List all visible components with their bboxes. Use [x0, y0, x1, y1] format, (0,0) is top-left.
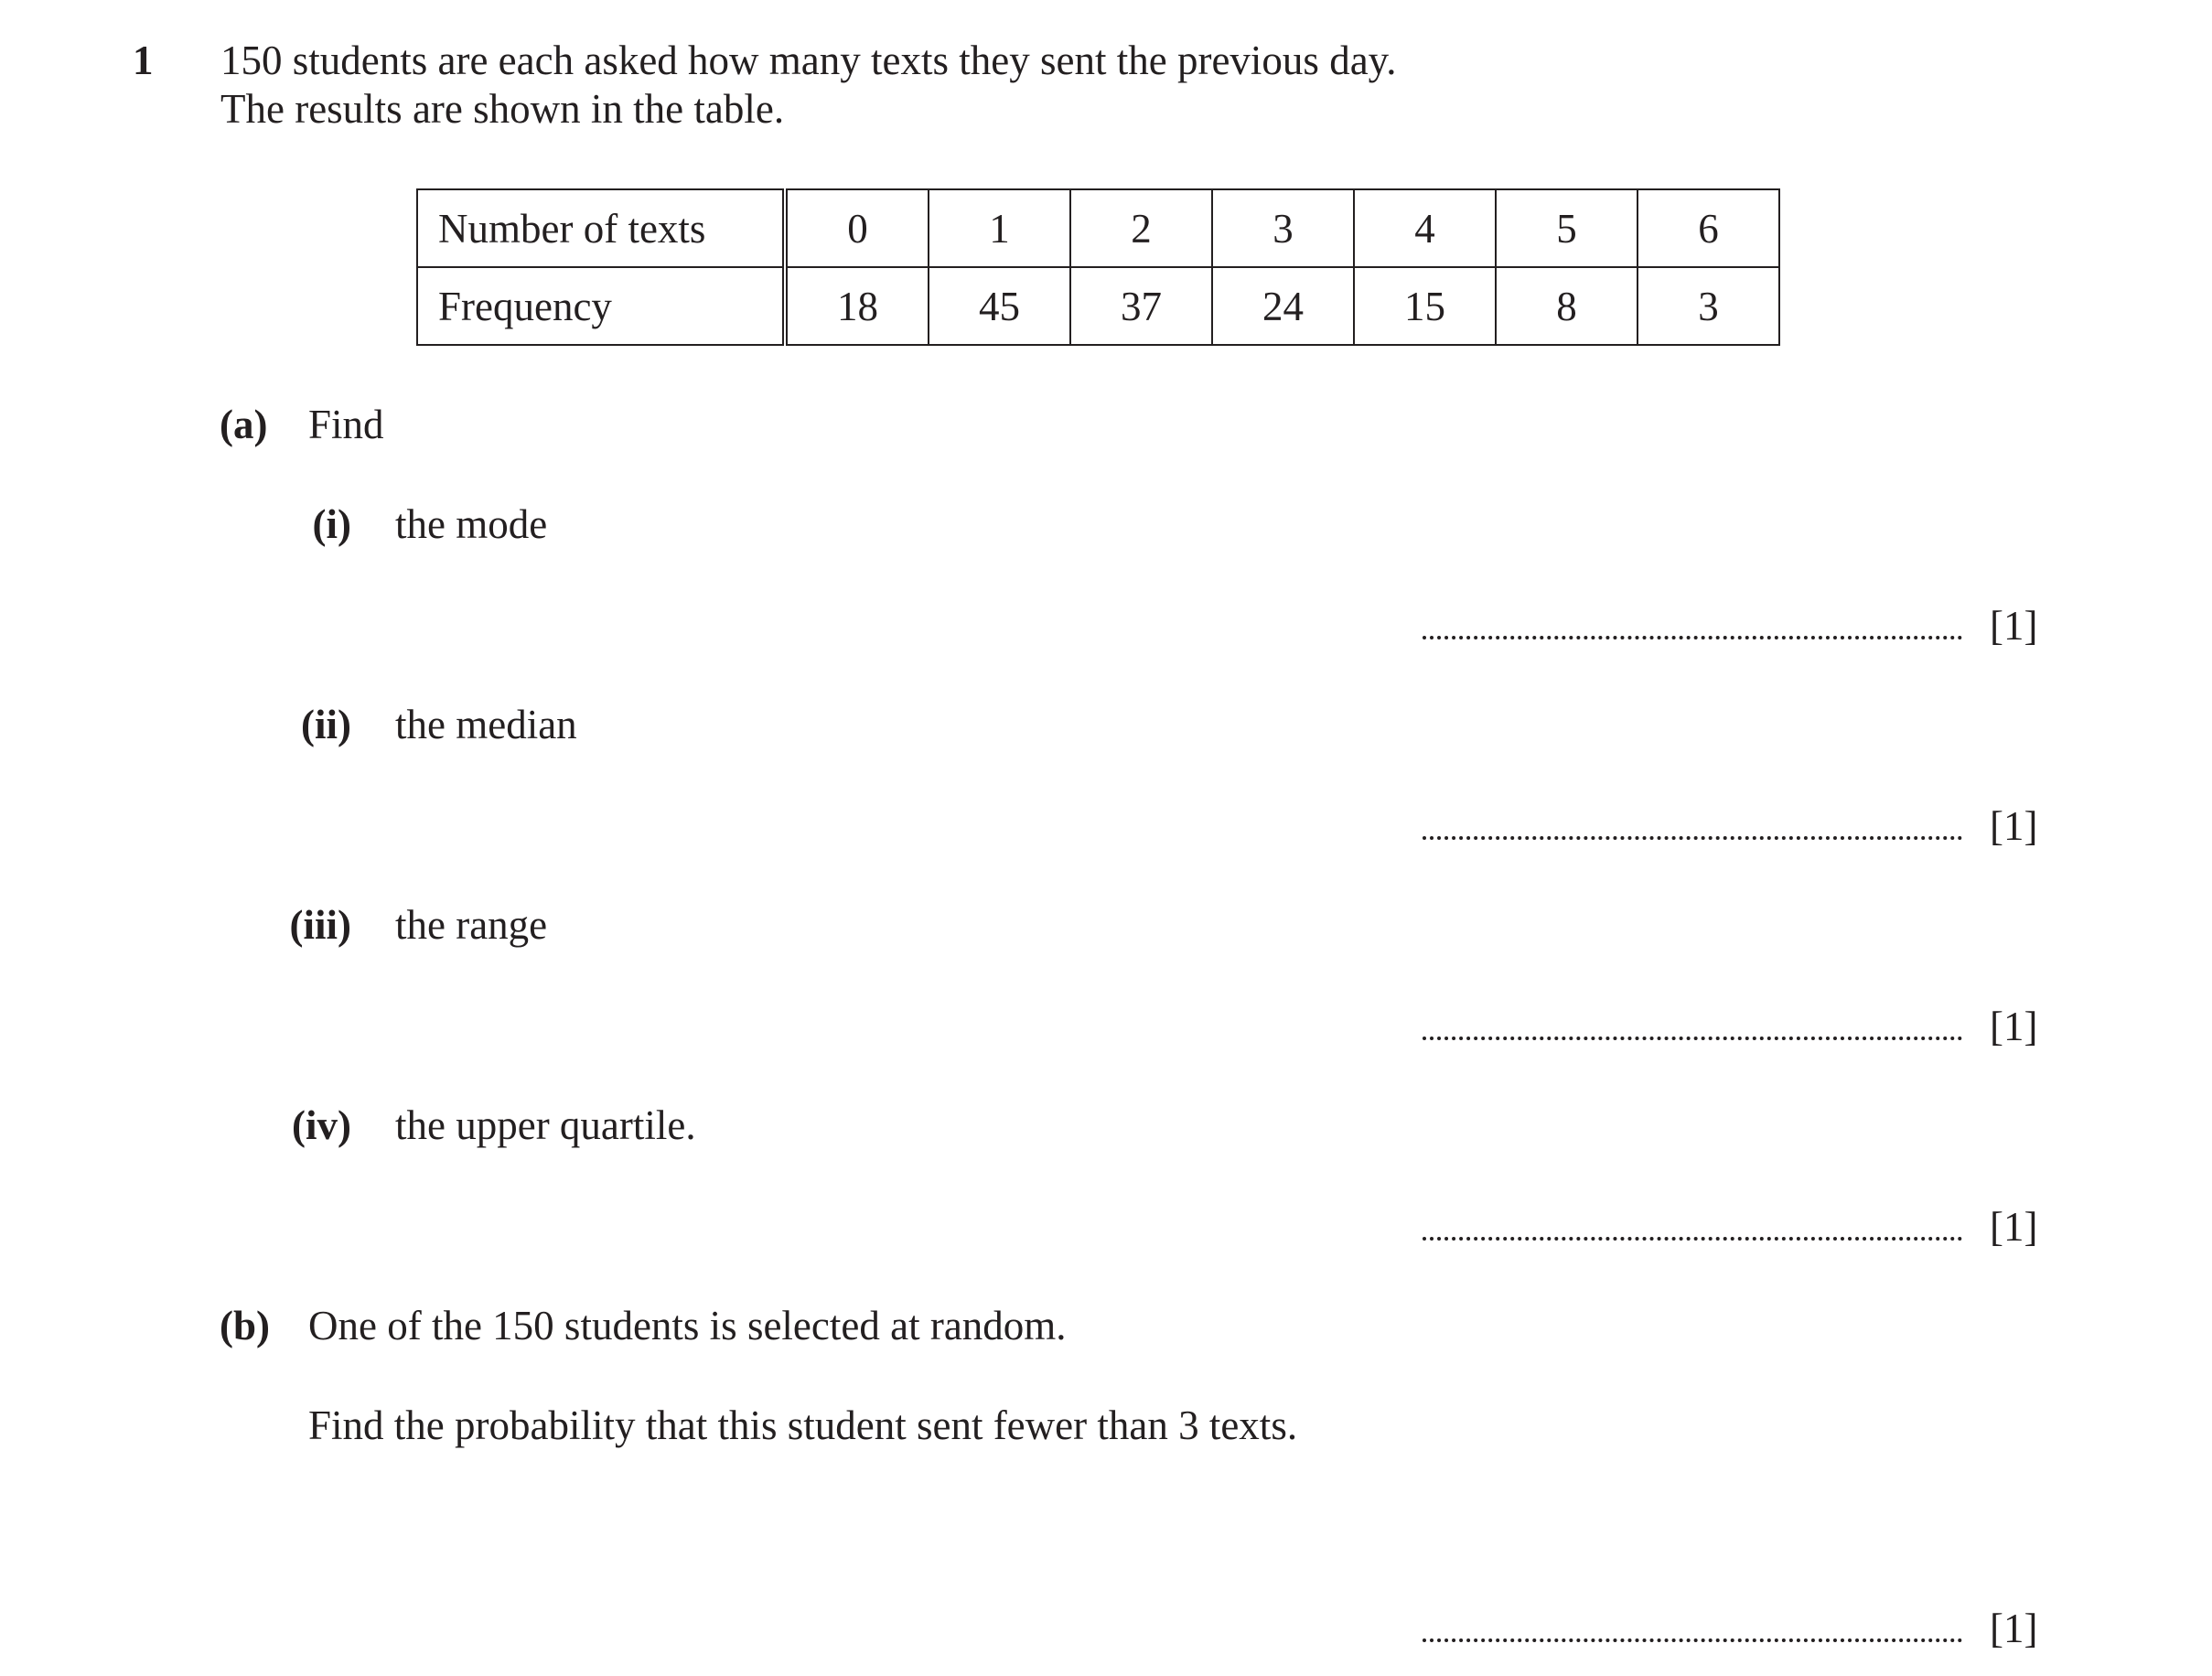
part-a-label: (a) — [220, 402, 268, 447]
marks-iv: [1] — [1990, 1204, 2038, 1250]
intro-line-1: 150 students are each asked how many texts they sent the previous day. — [220, 38, 1397, 83]
texts-cell: 4 — [1354, 189, 1496, 267]
row-header-texts: Number of texts — [417, 189, 785, 267]
intro-line-2: The results are shown in the table. — [220, 86, 785, 132]
marks-ii: [1] — [1990, 803, 2038, 849]
table-row-texts — [417, 189, 1779, 267]
subpart-i-label: (i) — [312, 501, 351, 547]
marks-i: [1] — [1990, 603, 2038, 649]
part-b-label: (b) — [220, 1303, 270, 1348]
texts-cell: 5 — [1496, 189, 1638, 267]
texts-cell: 0 — [785, 189, 929, 267]
answer-line-i[interactable] — [1423, 602, 2037, 650]
answer-dots[interactable] — [1423, 1629, 1962, 1642]
answer-line-ii[interactable] — [1423, 802, 2037, 850]
answer-line-b[interactable] — [1423, 1605, 2037, 1652]
question-intro — [220, 37, 1397, 134]
frequency-cell: 18 — [785, 267, 929, 345]
frequency-cell: 45 — [929, 267, 1070, 345]
answer-dots[interactable] — [1423, 1228, 1962, 1241]
row-header-frequency: Frequency — [417, 267, 785, 345]
texts-cell: 6 — [1638, 189, 1779, 267]
frequency-cell: 8 — [1496, 267, 1638, 345]
subpart-iii-label: (iii) — [289, 902, 351, 948]
answer-line-iv[interactable] — [1423, 1203, 2037, 1251]
texts-cell: 1 — [929, 189, 1070, 267]
frequency-cell: 15 — [1354, 267, 1496, 345]
answer-line-iii[interactable] — [1423, 1003, 2037, 1050]
texts-cell: 3 — [1212, 189, 1354, 267]
texts-cell: 2 — [1070, 189, 1212, 267]
frequency-cell: 37 — [1070, 267, 1212, 345]
part-a-text: Find — [308, 402, 384, 447]
table-row-frequency — [417, 267, 1779, 345]
subpart-iv-text: the upper quartile. — [395, 1102, 696, 1148]
marks-iii: [1] — [1990, 1004, 2038, 1049]
subpart-i-text: the mode — [395, 501, 548, 547]
subpart-ii-label: (ii) — [301, 702, 351, 747]
subpart-iv-label: (iv) — [292, 1102, 351, 1148]
part-b-text: One of the 150 students is selected at random. — [308, 1303, 1067, 1348]
subpart-iii-text: the range — [395, 902, 548, 948]
frequency-cell: 3 — [1638, 267, 1779, 345]
question-number: 1 — [133, 38, 154, 83]
frequency-cell: 24 — [1212, 267, 1354, 345]
answer-dots[interactable] — [1423, 627, 1962, 639]
part-b-instruction: Find the probability that this student sent fewer than 3 texts. — [308, 1402, 1298, 1448]
answer-dots[interactable] — [1423, 1027, 1962, 1040]
marks-b: [1] — [1990, 1606, 2038, 1651]
subpart-ii-text: the median — [395, 702, 577, 747]
answer-dots[interactable] — [1423, 827, 1962, 840]
frequency-table — [416, 188, 1780, 346]
